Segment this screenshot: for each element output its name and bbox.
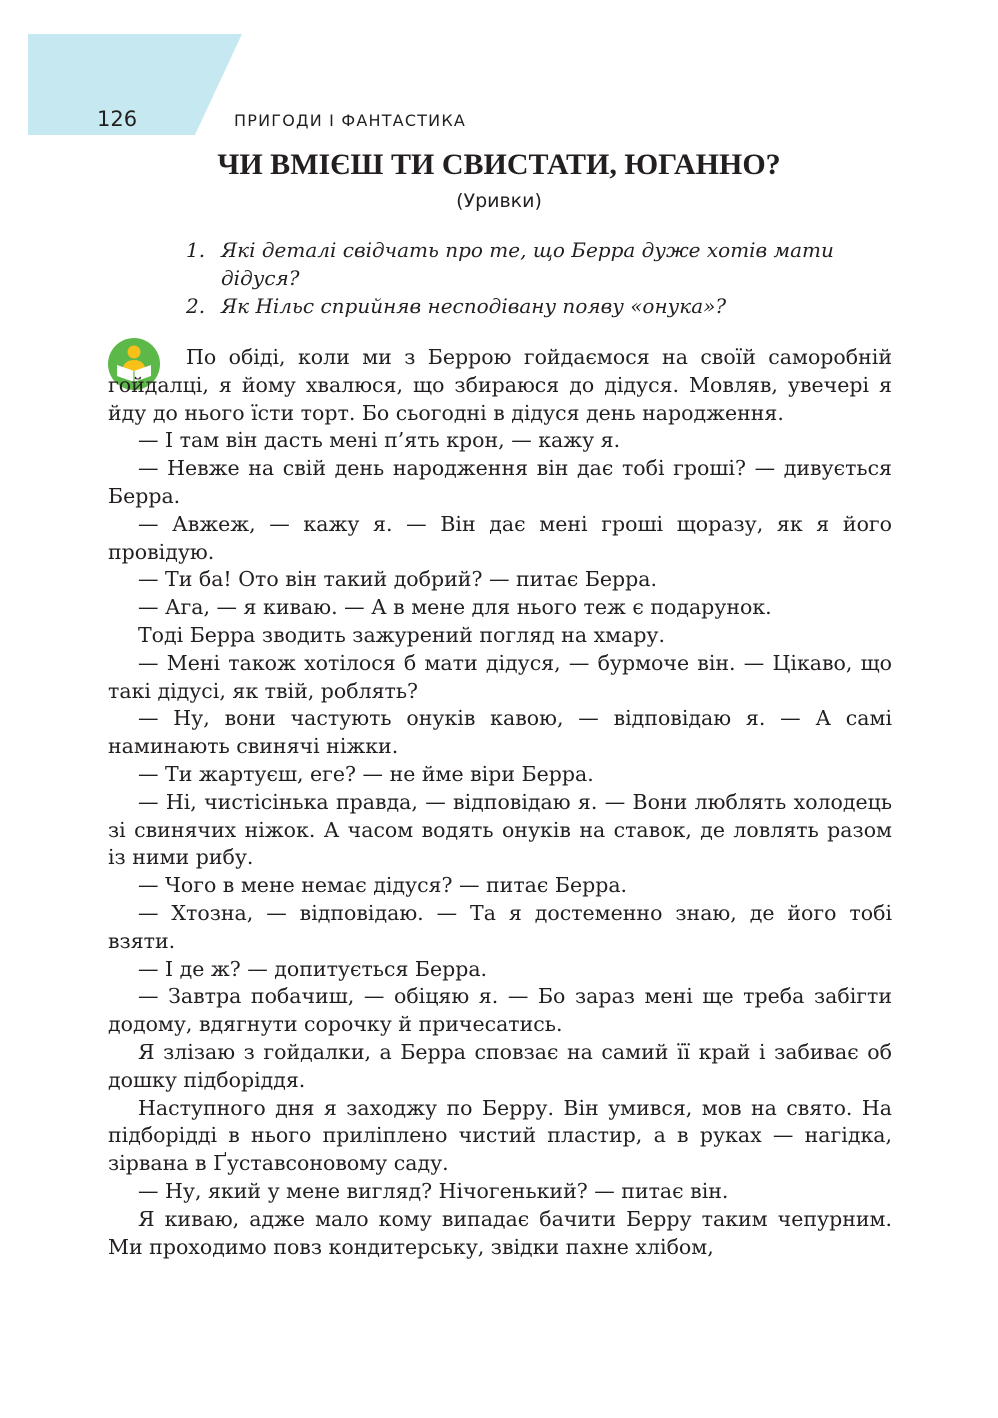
- story-paragraph: — Мені також хотілося б мати дідуся, — бурмоче він. — Цікаво, що такі дідусі, як твій, роблять?: [108, 650, 892, 703]
- story-paragraph: — Ну, вони частують онуків кавою, — відповідаю я. — А самі наминають свинячі ніжки.: [108, 706, 892, 759]
- story-paragraph: Тоді Берра зводить зажурений погляд на хмару.: [138, 622, 666, 647]
- story-paragraph: — Ти жартуєш, еге? — не йме віри Берра.: [138, 761, 594, 786]
- question-item: [186, 236, 898, 292]
- story-paragraph: — І де ж? — допитується Берра.: [138, 956, 488, 981]
- section-title: ПРИГОДИ І ФАНТАСТИКА: [234, 111, 467, 130]
- story-paragraph: Я киваю, адже мало кому випадає бачити Берру таким чепурним. Ми проходимо повз кондитерську, звідки пахне хлібом,: [108, 1206, 892, 1259]
- story-subtitle: (Уривки): [456, 190, 542, 212]
- story-paragraph: — Ну, який у мене вигляд? Нічогенький? — питає він.: [138, 1178, 729, 1203]
- story-paragraph: — Чого в мене немає дідуся? — питає Берра.: [138, 873, 628, 898]
- story-paragraph: — Завтра побачиш, — обіцяю я. — Бо зараз мені ще треба забігти додому, вдягнути сорочку й причесатись.: [108, 984, 892, 1037]
- story-paragraph: — Невже на свій день народження він дає тобі гроші? — дивується Берра.: [108, 456, 892, 508]
- story-title: ЧИ ВМІЄШ ТИ СВИСТАТИ, ЮГАННО?: [217, 148, 781, 181]
- story-paragraph: Я злізаю з гойдалки, а Берра сповзає на самий її край і забиває об дошку підборіддя.: [108, 1039, 892, 1092]
- page-number: 126: [97, 107, 138, 131]
- story-paragraph: По обіді, коли ми з Беррою гойдаємося на своїй саморобній гойдалці, я йому хвалюся, що збираюся до дідуся. Мовляв, увечері я йду до нього їсти торт. Бо сьогодні в дідуся день народження.: [108, 345, 892, 425]
- story-text: [108, 344, 892, 1261]
- story-paragraph: — І там він дасть мені п’ять крон, — кажу я.: [138, 428, 621, 453]
- story-paragraph: — Ага, — я киваю. — А в мене для нього теж є подарунок.: [138, 595, 772, 620]
- story-paragraph: — Ти ба! Ото він такий добрий? — питає Берра.: [138, 567, 658, 592]
- question-text: Як Нільс сприйняв несподівану появу «онука»?: [221, 294, 727, 318]
- story-paragraph: Наступного дня я заходжу по Берру. Він умився, мов на свято. На підборідді в нього приліплено чистий пластир, а в руках — нагідка, зірвана в Ґуставсоновому саду.: [108, 1095, 892, 1176]
- question-list: [186, 236, 898, 320]
- question-number: 1.: [186, 238, 206, 262]
- story-paragraph: — Хтозна, — відповідаю. — Та я достеменно знаю, де його тобі взяти.: [108, 900, 892, 953]
- question-number: 2.: [186, 294, 206, 318]
- story-paragraph: — Авжеж, — кажу я. — Він дає мені гроші щоразу, як я його провідую.: [108, 511, 892, 564]
- story-paragraph: — Ні, чистісінька правда, — відповідаю я. — Вони люблять холодець зі свинячих ніжок. А часом водять онуків на ставок, де ловлять разом із ними рибу.: [108, 789, 892, 870]
- question-item: [186, 292, 898, 320]
- question-text: Які деталі свідчать про те, що Берра дуже хотів мати дідуся?: [221, 238, 834, 290]
